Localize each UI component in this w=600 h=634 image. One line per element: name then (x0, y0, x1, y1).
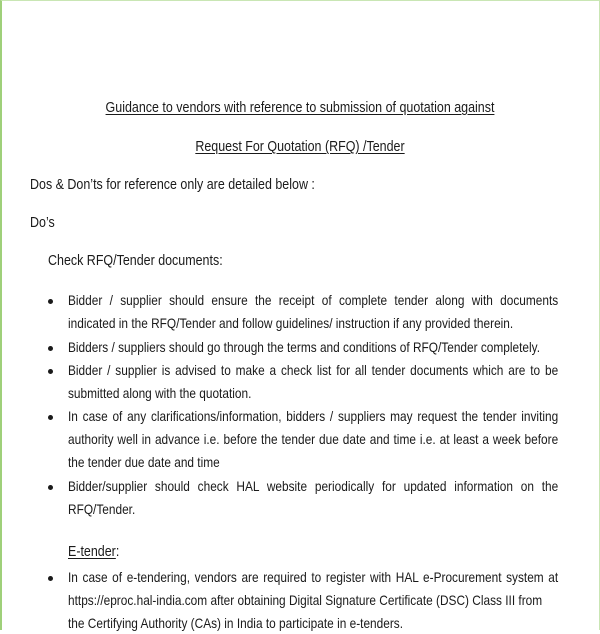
etender-bullet-line-3: the Certifying Authority (CAs) in India to participate in e-tenders. (68, 616, 404, 631)
etender-bullet-line-2: https://eproc.hal-india.com after obtaining Digital Signature Certificate (DSC) Class III from (68, 593, 543, 608)
dos-heading: Do’s (30, 215, 55, 231)
bullet-4-line-1: In case of any clarifications/information, bidders / suppliers may request the tender inviting (68, 409, 559, 424)
bullet-3-line-2: submitted along with the quotation. (68, 386, 252, 401)
bullet-3-line-1: Bidder / supplier is advised to make a check list for all tender documents which are to be (68, 363, 559, 378)
document-title-line-1: Guidance to vendors with reference to submission of quotation against (105, 100, 495, 116)
bullet-1-line-2: indicated in the RFQ/Tender and follow guidelines/ instruction if any provided therein. (68, 316, 514, 331)
etender-heading-colon: : (115, 544, 120, 560)
bullet-icon (48, 485, 53, 490)
bullet-icon (48, 299, 53, 304)
bullet-icon (48, 369, 53, 374)
bullet-2-line-1: Bidders / suppliers should go through the terms and conditions of RFQ/Tender completely. (68, 340, 541, 355)
bullet-icon (48, 346, 53, 351)
etender-bullet-line-1: In case of e-tendering, vendors are required to register with HAL e-Procurement system at (68, 570, 559, 585)
bullet-4-line-2: authority well in advance i.e. before the tender due date and time i.e. at least a week before (68, 432, 559, 447)
bullet-4-line-3: the tender due date and time (68, 455, 220, 470)
bullet-5-line-1: Bidder/supplier should check HAL website periodically for updated information on the (68, 479, 559, 494)
etender-heading-label: E-tender (68, 544, 116, 560)
bullet-icon (48, 576, 53, 581)
etender-heading (68, 544, 119, 560)
intro-text: Dos & Don’ts for reference only are detailed below : (30, 177, 315, 193)
document-title-line-2: Request For Quotation (RFQ) /Tender (195, 139, 405, 155)
check-documents-heading: Check RFQ/Tender documents: (48, 253, 223, 269)
bullet-icon (48, 415, 53, 420)
bullet-1-line-1: Bidder / supplier should ensure the receipt of complete tender along with documents (68, 293, 559, 308)
bullet-5-line-2: RFQ/Tender. (68, 502, 136, 517)
